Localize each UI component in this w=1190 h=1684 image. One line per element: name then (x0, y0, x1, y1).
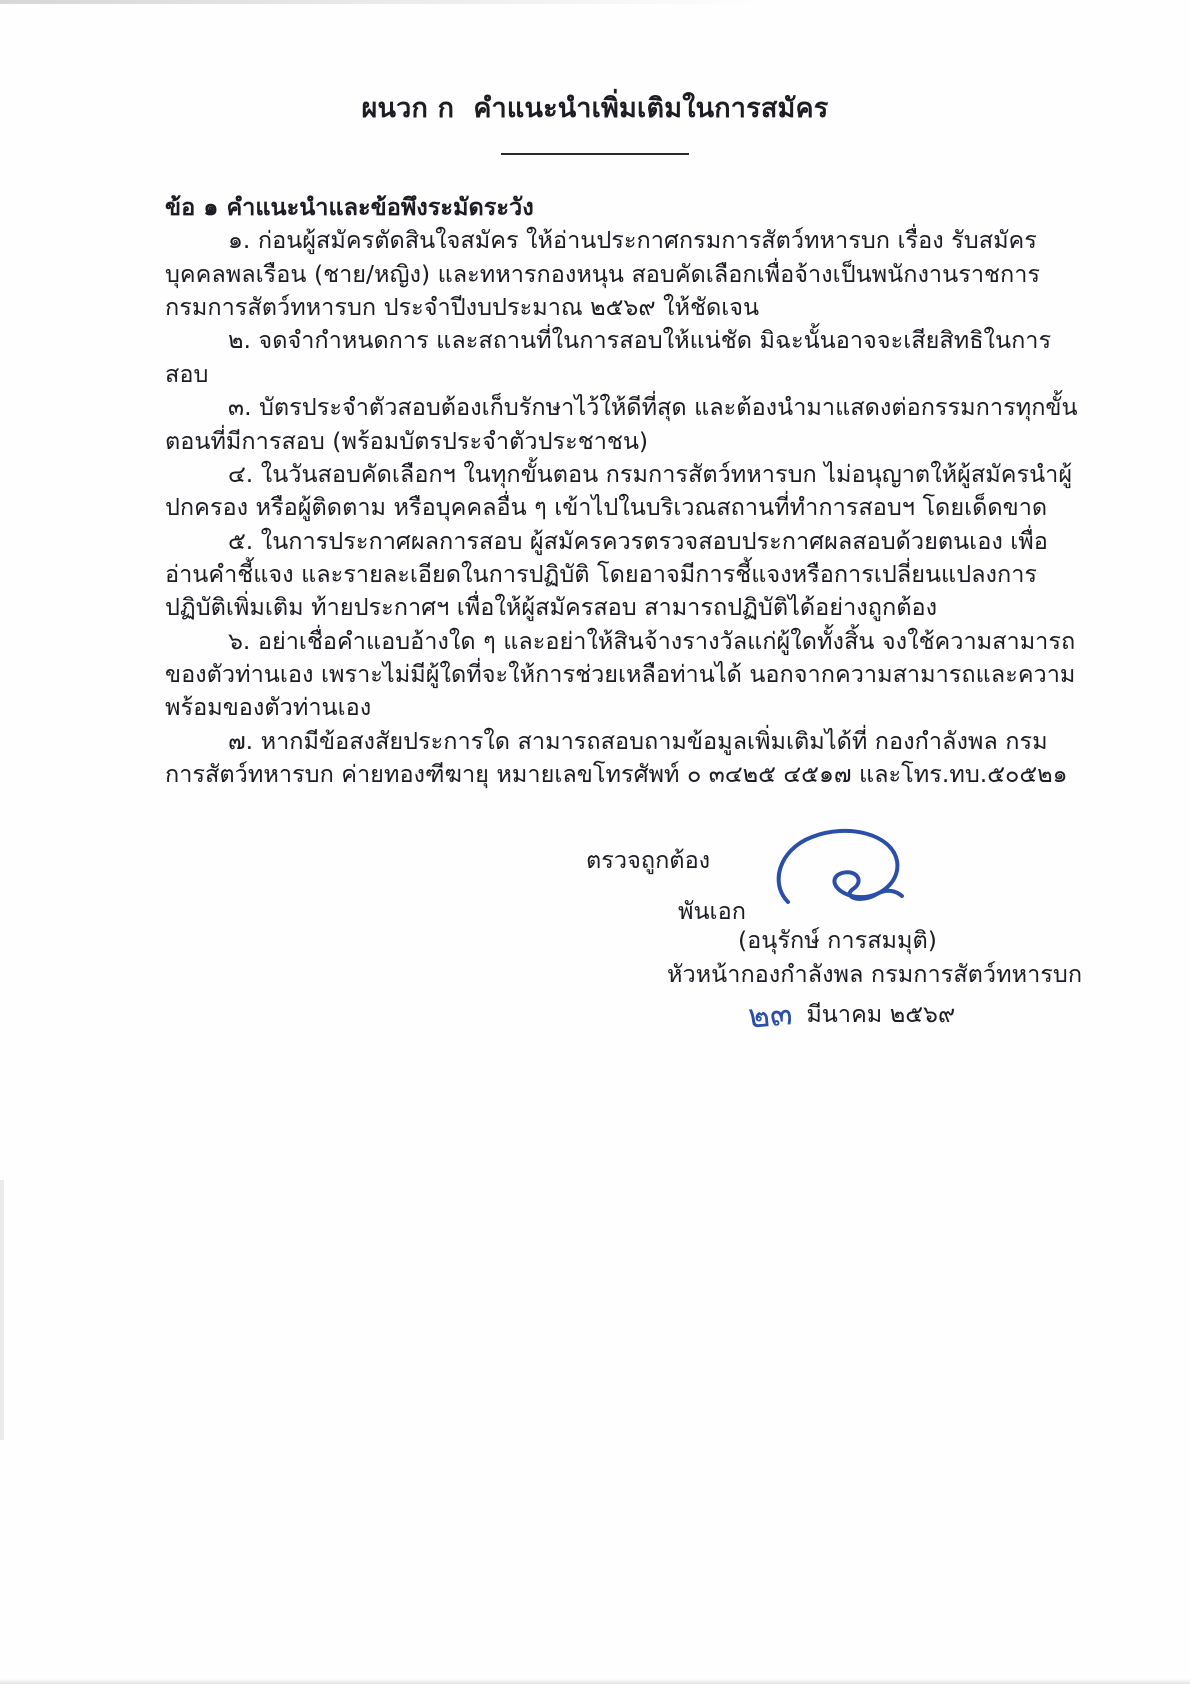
instruction-item-5: ๕. ในการประกาศผลการสอบ ผู้สมัครควรตรวจสอบประกาศผลสอบด้วยตนเอง เพื่ออ่านคำชี้แจง และรายละเอียดในการปฏิบัติ โดยอาจมีการชี้แจงหรือการเปลี่ยนแปลงการปฏิบัติเพิ่มเติม ท้ายประกาศฯ เพื่อให้ผู้สมัครสอบ สามารถปฏิบัติได้อย่างถูกต้อง (165, 526, 1048, 622)
instruction-item-1: ๑. ก่อนผู้สมัครตัดสินใจสมัคร ให้อ่านประกาศกรมการสัตว์ทหารบก เรื่อง รับสมัครบุคคลพลเรือน (ชาย/หญิง) และทหารกองหนุน สอบคัดเลือกเพื่อจ้างเป็นพนักงานราชการ กรมการสัตว์ทหารบก ประจำปีงบประมาณ ๒๕๖๙ ให้ชัดเจน (165, 226, 1041, 322)
signer-name: (อนุรักษ์ การสมมุติ) (738, 926, 937, 954)
date-month-year: มีนาคม ๒๕๖๙ (806, 1000, 956, 1028)
title-divider (501, 153, 689, 155)
instruction-item-3: ๓. บัตรประจำตัวสอบต้องเก็บรักษาไว้ให้ดีที่สุด และต้องนำมาแสดงต่อกรรมการทุกขั้นตอนที่มีการสอบ (พร้อมบัตรประจำตัวประชาชน) (165, 393, 1078, 455)
document-body (165, 191, 1087, 791)
verified-label: ตรวจถูกต้อง (586, 846, 711, 874)
instruction-item-2: ๒. จดจำกำหนดการ และสถานที่ในการสอบให้แน่ชัด มิฉะนั้นอาจจะเสียสิทธิในการสอบ (165, 326, 1052, 388)
section-heading: ข้อ ๑ คำแนะนำและข้อพึงระมัดระวัง (165, 193, 534, 221)
scan-artifact-bottom-edge (0, 1679, 1190, 1684)
instruction-item-6: ๖. อย่าเชื่อคำแอบอ้างใด ๆ และอย่าให้สินจ้างรางวัลแก่ผู้ใดทั้งสิ้น จงใช้ความสามารถของตัวท่านเอง เพราะไม่มีผู้ใดที่จะให้การช่วยเหลือท่านได้ นอกจากความสามารถและความพร้อมของตัวท่านเอง (165, 626, 1076, 722)
page-title: ผนวก ก คำแนะนำเพิ่มเติมในการสมัคร (361, 93, 829, 124)
scan-artifact-top-edge (0, 0, 762, 4)
instruction-item-4: ๔. ในวันสอบคัดเลือกฯ ในทุกขั้นตอน กรมการสัตว์ทหารบก ไม่อนุญาตให้ผู้สมัครนำผู้ปกครอง หรือผู้ติดตาม หรือบุคคลอื่น ๆ เข้าไปในบริเวณสถานที่ทำการสอบฯ โดยเด็ดขาด (165, 459, 1073, 522)
scan-artifact-left-edge (0, 1180, 4, 1440)
rank-label: พันเอก (678, 897, 746, 925)
instruction-item-7: ๗. หากมีข้อสงสัยประการใด สามารถสอบถามข้อมูลเพิ่มเติมได้ที่ กองกำลังพล กรมการสัตว์ทหารบก ค่ายทองฑีฆายุ หมายเลขโทรศัพท์ ๐ ๓๔๒๕ ๔๕๑๗ และโทร.ทบ.๕๐๕๒๑ (165, 726, 1068, 789)
signer-position: หัวหน้ากองกำลังพล กรมการสัตว์ทหารบก (667, 960, 1083, 988)
signature-date (748, 988, 955, 1041)
handwritten-day: ๒๓ (746, 993, 794, 1036)
document-header (0, 0, 1190, 155)
signature-ink-icon (768, 826, 918, 926)
